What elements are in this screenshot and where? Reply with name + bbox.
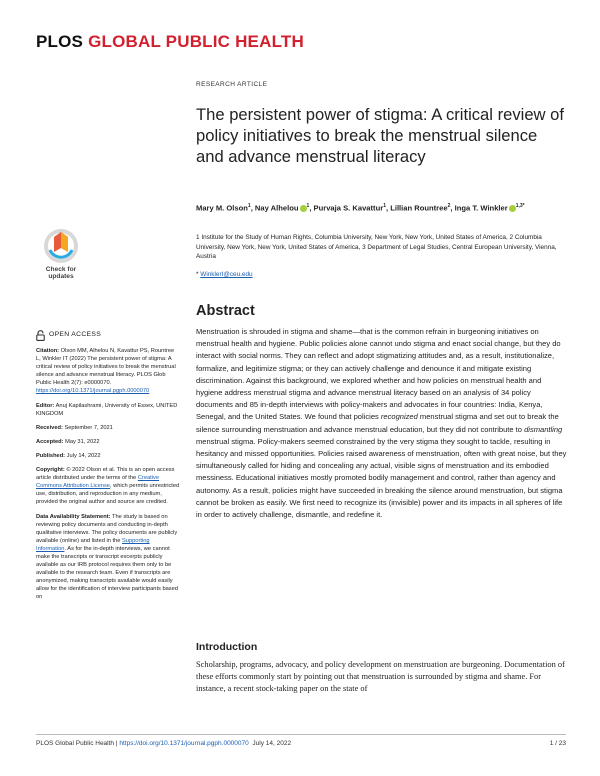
supporting-information-link[interactable]: Supporting Information — [36, 537, 150, 552]
received-value: September 7, 2021 — [64, 424, 113, 431]
check-for-updates-badge[interactable] — [36, 228, 86, 286]
accepted-label: Accepted: — [36, 438, 64, 445]
footer-divider — [36, 734, 566, 735]
check-updates-line1: Check for — [45, 266, 77, 273]
article-type: RESEARCH ARTICLE — [196, 81, 268, 88]
data-availability-text: The study is based on reviewing policy documents and conducting in-depth qualitative interviews. The policy documents are publicly available (online) and listed in the — [36, 513, 178, 544]
published-label: Published: — [36, 452, 66, 459]
open-lock-icon — [36, 330, 45, 341]
author-affiliation-marker: 1,3* — [515, 203, 525, 209]
abstract-emphasis: recognized — [380, 412, 418, 422]
editor — [36, 402, 180, 418]
received-label: Received: — [36, 424, 63, 431]
citation — [36, 347, 180, 396]
accepted-value: May 31, 2022 — [65, 438, 100, 445]
data-availability-label: Data Availability Statement: — [36, 513, 111, 520]
editor-text: Anuj Kapilashrami, University of Essex, UNITED KINGDOM — [36, 402, 178, 417]
check-updates-icon — [36, 228, 86, 266]
email-marker: * — [196, 271, 199, 278]
article-title: The persistent power of stigma: A critical review of policy initiatives to break the menstrual silence and advance menstrual literacy — [196, 105, 564, 166]
author-name[interactable]: Nay Alhelou — [254, 203, 299, 213]
footer-citation — [36, 740, 291, 747]
copyright-label: Copyright: — [36, 467, 65, 474]
email-link[interactable]: WinklerI@ceu.edu — [200, 271, 253, 278]
introduction-text: Scholarship, programs, advocacy, and policy development on menstruation are burgeoning. Documentation of these efforts commonly start by pointing out that menstruation is surrounded by stigma and shame. For instance, a recent stock-taking paper on the state of — [196, 660, 565, 694]
page-number: 1 / 23 — [549, 740, 566, 747]
open-access-label — [36, 330, 180, 341]
received-date — [36, 424, 180, 432]
license-link[interactable]: Creative Commons Attribution License — [36, 475, 159, 490]
author-affiliation-marker: 2 — [447, 203, 451, 209]
author-affiliation-marker: 1 — [383, 203, 386, 209]
abstract-text: Menstruation is shrouded in stigma and shame—that is the common refrain in burgeoning initiatives on menstrual health and hygiene. Public policies alone cannot undo stigma and enact social change, but they do interact with social norms. They can reflect and adopt stigmatizing attitudes and, as a result, institutionalize, formalize, and legitimize stigma; or they can actively challenge and denounce it and mitigate existing discrimination. Against this background, we explored whether and how policies on menstrual health and hygiene address menstrual stigma and advance menstrual literacy based on an analysis of 34 policy documents and 85 in-depth interviews with policy-makers and advocates in four countries: India, Kenya, Senegal, and the United States. We found that policies — [196, 327, 561, 422]
citation-label: Citation: — [36, 348, 60, 354]
journal-name: GLOBAL PUBLIC HEALTH — [88, 32, 304, 51]
author-affiliation-marker: 1 — [306, 203, 310, 209]
journal-header — [36, 32, 304, 52]
footer-journal: PLOS Global Public Health — [36, 740, 115, 747]
copyright-text: , which permits unrestricted use, distribution, and reproduction in any medium, provided the original author and source are credited. — [36, 483, 180, 506]
published-value: July 14, 2022 — [66, 452, 101, 459]
data-availability-text: . As for the in-depth interviews, we cannot make the transcripts or transcript excerpts publicly available as our IRB protocol requires them only to be available to the research team. Even if transcripts are anonymized, making transcripts available would easily allow for the identification of interview participants based on — [36, 545, 178, 601]
editor-label: Editor: — [36, 402, 55, 409]
author-name[interactable]: Lillian Rountree — [390, 203, 448, 213]
page-footer — [36, 734, 566, 747]
abstract-emphasis: dismantling — [524, 424, 563, 434]
journal-prefix: PLOS — [36, 32, 84, 51]
author-affiliation-marker: 1 — [247, 203, 251, 209]
footer-date: July 14, 2022 — [252, 740, 292, 747]
author-list: Mary M. Olson$^1$, Nay Alhelou $^1$, Purvaja S. Kavattur$^1$, Lillian Rountree$^2$, Inga T. Winkler $^{1,3*}$ — [196, 203, 525, 213]
open-access-text: OPEN ACCESS — [49, 331, 102, 339]
orcid-icon[interactable] — [300, 205, 307, 212]
citation-text: Olson MM, Alhelou N, Kavattur PS, Rountree L, Winkler IT (2022) The persistent power of stigma: A critical review of policy initiatives to break the menstrual silence and advance menstrual literacy. PLOS Glob Public Health 2(7): e0000070. — [36, 348, 176, 387]
data-availability — [36, 513, 180, 602]
abstract-heading: Abstract — [196, 303, 255, 319]
corresponding-email — [196, 271, 253, 278]
published-date — [36, 452, 180, 460]
introduction-heading: Introduction — [196, 641, 258, 653]
article-info-sidebar — [36, 330, 180, 608]
footer-doi-link[interactable]: https://doi.org/10.1371/journal.pgph.0000070 — [119, 740, 249, 747]
check-updates-line2: updates — [48, 273, 74, 281]
check-updates-label — [36, 266, 86, 281]
abstract-body — [196, 326, 568, 521]
author-name[interactable]: Inga T. Winkler — [454, 203, 508, 213]
footer-separator: | — [115, 740, 118, 747]
accepted-date — [36, 438, 180, 446]
abstract-text: menstrual stigma and set out to break the silence surrounding menstruation and advance menstrual education, but they did not contribute to — [196, 412, 559, 434]
copyright — [36, 466, 180, 506]
author-name[interactable]: Purvaja S. Kavattur — [313, 203, 384, 213]
author-name[interactable]: Mary M. Olson — [196, 203, 248, 213]
orcid-icon[interactable] — [509, 205, 516, 212]
copyright-text: © 2022 Olson et al. This is an open access article distributed under the terms of the — [36, 467, 175, 482]
citation-doi-link[interactable]: https://doi.org/10.1371/journal.pgph.0000070 — [36, 388, 150, 395]
abstract-text: menstrual stigma. Policy-makers seemed constrained by the very stigma they sought to tackle, resulting in hesitancy and missed opportunities. Policies raised awareness of menstruation, often with great noise, but they simultaneously called for hiding and concealing any actual, visible signs of menstruation and its embodied messiness. Educational initiatives mostly promoted bodily management and control, rather than agency and autonomy. As a result, policies might have succeeded in breaking the silence around menstruation, but stigma cannot be broken as easily. We first need to recognize its (invisible) power and its impacts in all spheres of life in order to actively challenge, dismantle, and redefine it. — [196, 436, 567, 520]
affiliations: 1 Institute for the Study of Human Rights, Columbia University, New York, New York, United States of America, 2 Columbia University, New York, New York, United States of America, 3 Department of Legal Studies, Central European University, Vienna, Austria — [196, 234, 557, 261]
